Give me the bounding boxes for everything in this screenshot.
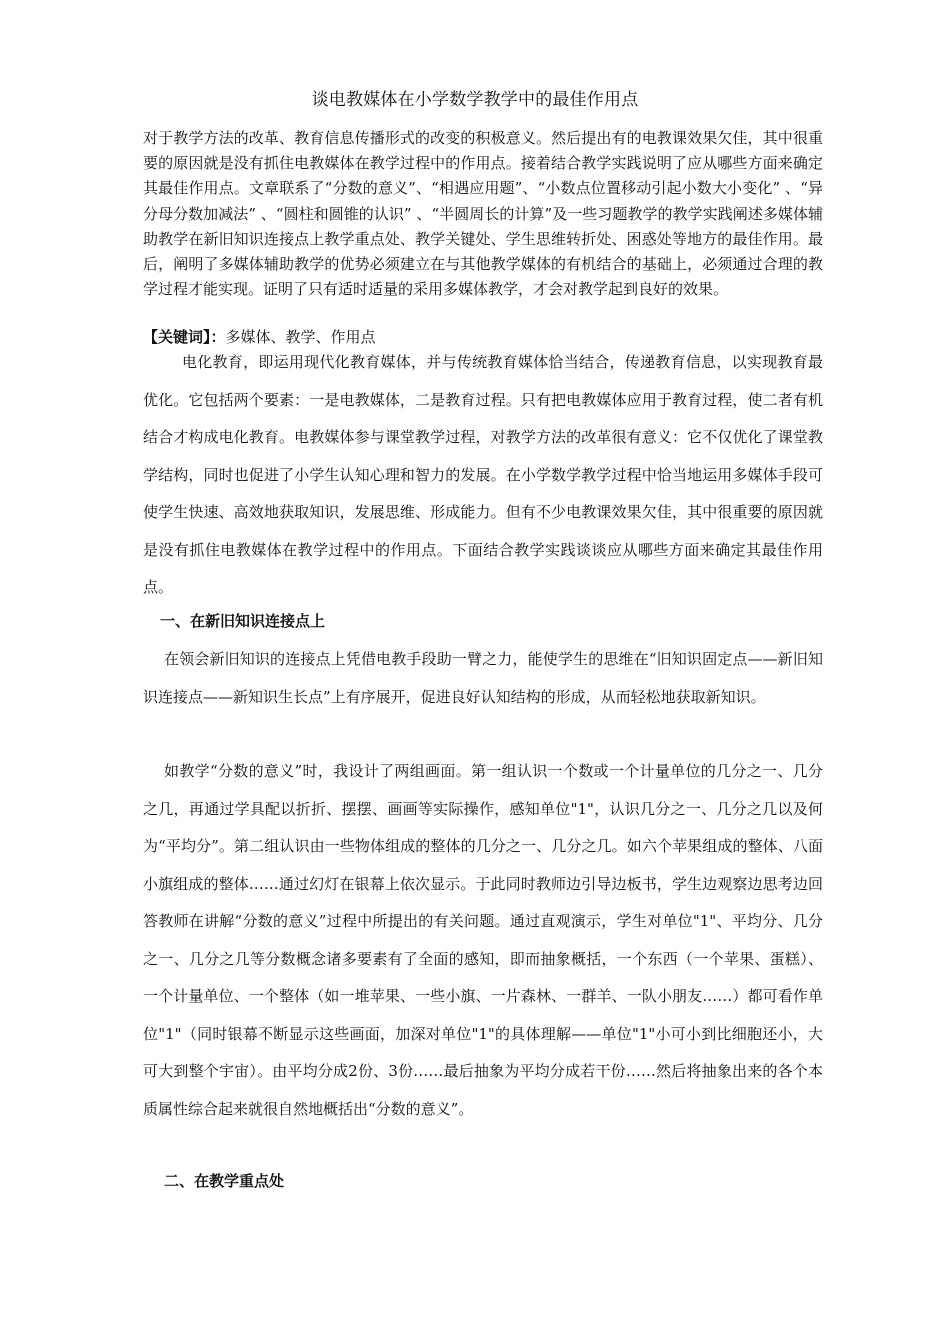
abstract-block [143,126,823,302]
section-heading-1: 一、在新旧知识连接点上 [160,612,326,630]
section1-block-1 [143,641,823,716]
intro-block [143,344,823,607]
abstract-paragraph: 对于教学方法的改革、教育信息传播形式的改变的积极意义。然后提出有的电教课效果欠佳，其中很重要的原因就是没有抓住电教媒体在教学过程中的作用点。接着结合教学实践说明了应从哪些方面来确定其最佳作用点。文章联系了“分数的意义”、“相遇应用题”、“小数点位置移动引起小数大小变化” 、“异分母分数加减法” 、“圆柱和圆锥的认识” 、“半圆周长的计算”及一些习题教学的教学实践阐述多媒体辅助教学在新旧知识连接点上教学重点处、教学关键处、学生思维转折处、困惑处等地方的最佳作用。最后，阐明了多媒体辅助教学的优势必须建立在与其他教学媒体的有机结合的基础上，必须通过合理的教学过程才能实现。证明了只有适时适量的采用多媒体教学，才会对教学起到良好的效果。 [143,129,823,299]
keywords-label: 【关键词】： [143,328,226,346]
intro-paragraph: 电化教育，即运用现代化教育媒体，并与传统教育媒体恰当结合，传递教育信息，以实现教育最优化。它包括两个要素：一是电教媒体，二是教育过程。只有把电教媒体应用于教育过程，使二者有机结合才构成电化教育。电教媒体参与课堂教学过程，对教学方法的改革很有意义：它不仅优化了课堂教学结构，同时也促进了小学生认知心理和智力的发展。在小学数学教学过程中恰当地运用多媒体手段可使学生快速、高效地获取知识，发展思维、形成能力。但有不少电教课效果欠佳，其中很重要的原因就是没有抓住电教媒体在教学过程中的作用点。下面结合教学实践谈谈应从哪些方面来确定其最佳作用点。 [143,353,823,596]
section-heading-2: 二、在教学重点处 [164,1172,285,1190]
section1-block-2 [143,753,823,1128]
section1-paragraph-2: 如教学“分数的意义”时，我设计了两组画面。第一组认识一个数或一个计量单位的几分之一、几分之几，再通过学具配以折折、摆摆、画画等实际操作，感知单位"1"，认识几分之一、几分之几以及何为“平均分”。第二组认识由一些物体组成的整体的几分之一、几分之几。如六个苹果组成的整体、八面小旗组成的整体……通过幻灯在银幕上依次显示。于此同时教师边引导边板书，学生边观察边思考边回答教师在讲解“分数的意义”过程中所提出的有关问题。通过直观演示，学生对单位"1"、平均分、几分之一、几分之几等分数概念诸多要素有了全面的感知，即而抽象概括，一个东西（一个苹果、蛋糕）、一个计量单位、一个整体（如一堆苹果、一些小旗、一片森林、一群羊、一队小朋友……）都可看作单位"1"（同时银幕不断显示这些画面，加深对单位"1"的具体理解——单位"1"小可小到比细胞还小，大可大到整个宇宙）。由平均分成2份、3份……最后抽象为平均分成若干份……然后将抽象出来的各个本质属性综合起来就很自然地概括出“分数的意义”。 [143,762,823,1118]
keywords-value: 多媒体、教学、作用点 [225,328,376,346]
section1-paragraph-1: 在领会新旧知识的连接点上凭借电教手段助一臂之力，能使学生的思维在“旧知识固定点——新旧知识连接点——新知识生长点”上有序展开，促进良好认知结构的形成，从而轻松地获取新知识。 [143,650,823,706]
document-title: 谈电教媒体在小学数学教学中的最佳作用点 [311,90,639,110]
